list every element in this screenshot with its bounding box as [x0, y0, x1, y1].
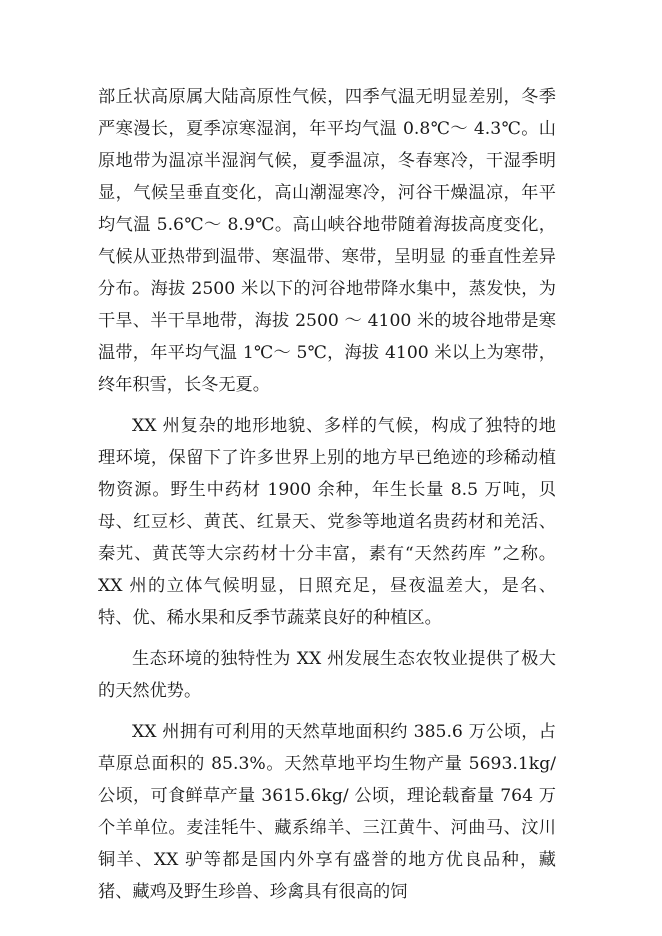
paragraph-resources: XX 州复杂的地形地貌、多样的气候，构成了独特的地理环境，保留下了许多世界上别的地方早已绝迹的珍稀动植物资源。野生中药材 1900 余种，年生长量 8.5 万吨，贝母、红豆杉、黄芪、红景天、党参等地道名贵药材和羌活、秦艽、黄芪等大宗药材十分丰富，素有“天然药库 ”之称。XX 州的立体气候明显，日照充足，昼夜温差大，是名、特、优、稀水果和反季节蔬菜良好的种植区。 — [98, 416, 556, 628]
paragraph-ecology: 生态环境的独特性为 XX 州发展生态农牧业提供了极大的天然优势。 — [98, 649, 556, 701]
paragraph-grassland: XX 州拥有可利用的天然草地面积约 385.6 万公顷，占草原总面积的 85.3%。天然草地平均生物产量 5693.1kg/ 公顷，可食鲜草产量 3615.6kg/ 公顷，理论载畜量 764 万个羊单位。麦洼牦牛、藏系绵羊、三江黄牛、河曲马、汶川铜羊、XX 驴等都是国内外享有盛誉的地方优良品种，藏猪、藏鸡及野生珍兽、珍禽具有很高的饲 — [98, 722, 556, 902]
paragraph-climate: 部丘状高原属大陆高原性气候，四季气温无明显差别，冬季严寒漫长，夏季凉寒湿润，年平均气温 0.8℃～ 4.3℃。山原地带为温凉半湿润气候，夏季温凉，冬春寒冷，干湿季明显，气候呈垂直变化，高山潮湿寒冷，河谷干燥温凉，年平均气温 5.6℃～ 8.9℃。高山峡谷地带随着海拔高度变化，气候从亚热带到温带、寒温带、寒带，呈明显 的垂直性差异分布。海拔 2500 米以下的河谷地带降水集中，蒸发快，为干旱、半干旱地带，海拔 2500 ～ 4100 米的坡谷地带是寒温带，年平均气温 1℃～ 5℃，海拔 4100 米以上为寒带，终年积雪，长冬无夏。 — [98, 87, 556, 395]
document-body — [98, 81, 556, 908]
